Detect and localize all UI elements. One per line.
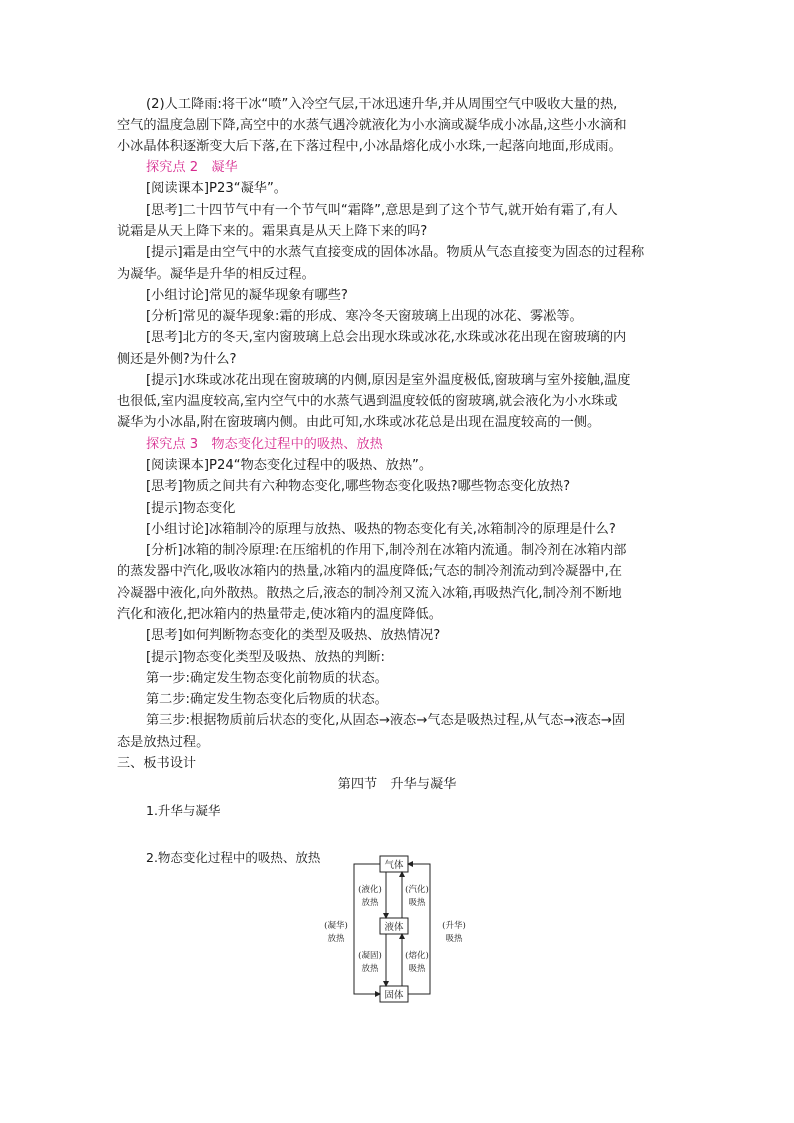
text-line: 冷凝器中液化,向外散热。散热之后,液态的制冷剂又流入冰箱,再吸热汽化,制冷剂不断地: [117, 586, 622, 601]
text-line: [阅读课本]P24“物态变化过程中的吸热、放热”。: [146, 458, 433, 473]
text-line: 态是放热过程。: [117, 735, 210, 750]
text-line: [提示]水珠或冰花出现在窗玻璃的内侧,原因是室外温度极低,窗玻璃与室外接触,温度: [146, 373, 631, 388]
text-line: 第三步:根据物质前后状态的变化,从固态→液态→气态是吸热过程,从气态→液态→固: [146, 713, 626, 728]
liquid-label: 液体: [384, 922, 404, 933]
board-item-2: 2.物态变化过程中的吸热、放热: [146, 850, 321, 865]
text-line: [分析]冰箱的制冷原理:在压缩机的作用下,制冷剂在冰箱内流通。制冷剂在冰箱内部: [146, 543, 627, 558]
text-line: 小冰晶体积逐渐变大后下落,在下落过程中,小冰晶熔化成小水珠,一起落向地面,形成雨。: [117, 139, 622, 154]
heading-inquiry-2: 探究点 2 凝华: [146, 160, 238, 175]
text-line: [小组讨论]冰箱制冷的原理与放热、吸热的物态变化有关,冰箱制冷的原理是什么?: [146, 522, 616, 537]
board-title: 第四节 升华与凝华: [337, 777, 457, 792]
text-line: [分析]常见的凝华现象:霜的形成、寒冷冬天窗玻璃上出现的冰花、雾凇等。: [146, 309, 583, 324]
gas-label: 气体: [384, 860, 404, 871]
text-line: 汽化和液化,把冰箱内的热量带走,使冰箱内的温度降低。: [117, 607, 442, 622]
sublimation-label: (升华): [442, 921, 466, 931]
sublimation-heat-label: 吸热: [445, 934, 463, 944]
text-line: 凝华为小冰晶,附在窗玻璃内侧。由此可知,水珠或冰花总是出现在温度较高的一侧。: [117, 415, 601, 430]
text-line: [提示]物态变化类型及吸热、放热的判断:: [146, 650, 385, 665]
vaporize-heat-label: 吸热: [408, 898, 426, 908]
text-line: [提示]霜是由空气中的水蒸气直接变成的固体冰晶。物质从气态直接变为固态的过程称: [146, 245, 645, 260]
text-line: [思考]如何判断物态变化的类型及吸热、放热情况?: [146, 628, 441, 643]
text-line: 为凝华。凝华是升华的相反过程。: [117, 267, 315, 282]
text-line: 第二步:确定发生物态变化后物质的状态。: [146, 692, 388, 707]
melt-heat-label: 吸热: [408, 964, 426, 974]
section-title: 三、板书设计: [117, 756, 197, 771]
text-line: [阅读课本]P23“凝华”。: [146, 181, 287, 196]
melt-label: (熔化): [405, 951, 429, 961]
text-line: 空气的温度急剧下降,高空中的水蒸气遇冷就液化为小水滴或凝华成小冰晶,这些小水滴和: [117, 118, 627, 133]
text-line: 侧还是外侧?为什么?: [117, 352, 237, 367]
text-line: (2)人工降雨:将干冰“喷”入冷空气层,干冰迅速升华,并从周围空气中吸收大量的热,: [146, 97, 618, 112]
phase-change-diagram: [318, 852, 478, 1012]
text-line: 的蒸发器中汽化,吸收冰箱内的热量,冰箱内的温度降低;气态的制冷剂流动到冷凝器中,在: [117, 564, 622, 579]
text-line: 第一步:确定发生物态变化前物质的状态。: [146, 671, 388, 686]
deposition-heat-label: 放热: [327, 934, 345, 944]
text-line: 说霜是从天上降下来的。霜果真是从天上降下来的吗?: [117, 224, 428, 239]
text-line: [思考]物质之间共有六种物态变化,哪些物态变化吸热?哪些物态变化放热?: [146, 479, 571, 494]
liquefy-label: (液化): [358, 885, 382, 895]
solidify-heat-label: 放热: [361, 964, 379, 974]
text-line: [思考]北方的冬天,室内窗玻璃上总会出现水珠或冰花,水珠或冰花出现在窗玻璃的内: [146, 330, 627, 345]
text-line: [小组讨论]常见的凝华现象有哪些?: [146, 288, 348, 303]
sublimation-arrow: [408, 864, 430, 994]
liquefy-heat-label: 放热: [361, 898, 379, 908]
deposition-arrow: [354, 864, 380, 994]
text-line: 也很低,室内温度较高,室内空气中的水蒸气遇到温度较低的窗玻璃,就会液化为小水珠或: [117, 394, 618, 409]
solid-label: 固体: [384, 990, 404, 1001]
text-line: [思考]二十四节气中有一个节气叫“霜降”,意思是到了这个节气,就开始有霜了,有人: [146, 203, 618, 218]
board-item-1: 1.升华与凝华: [146, 803, 221, 818]
heading-inquiry-3: 探究点 3 物态变化过程中的吸热、放热: [146, 437, 383, 452]
deposition-label: (凝华): [324, 921, 348, 931]
vaporize-label: (汽化): [405, 885, 429, 895]
solidify-label: (凝固): [358, 951, 382, 961]
text-line: [提示]物态变化: [146, 501, 236, 516]
